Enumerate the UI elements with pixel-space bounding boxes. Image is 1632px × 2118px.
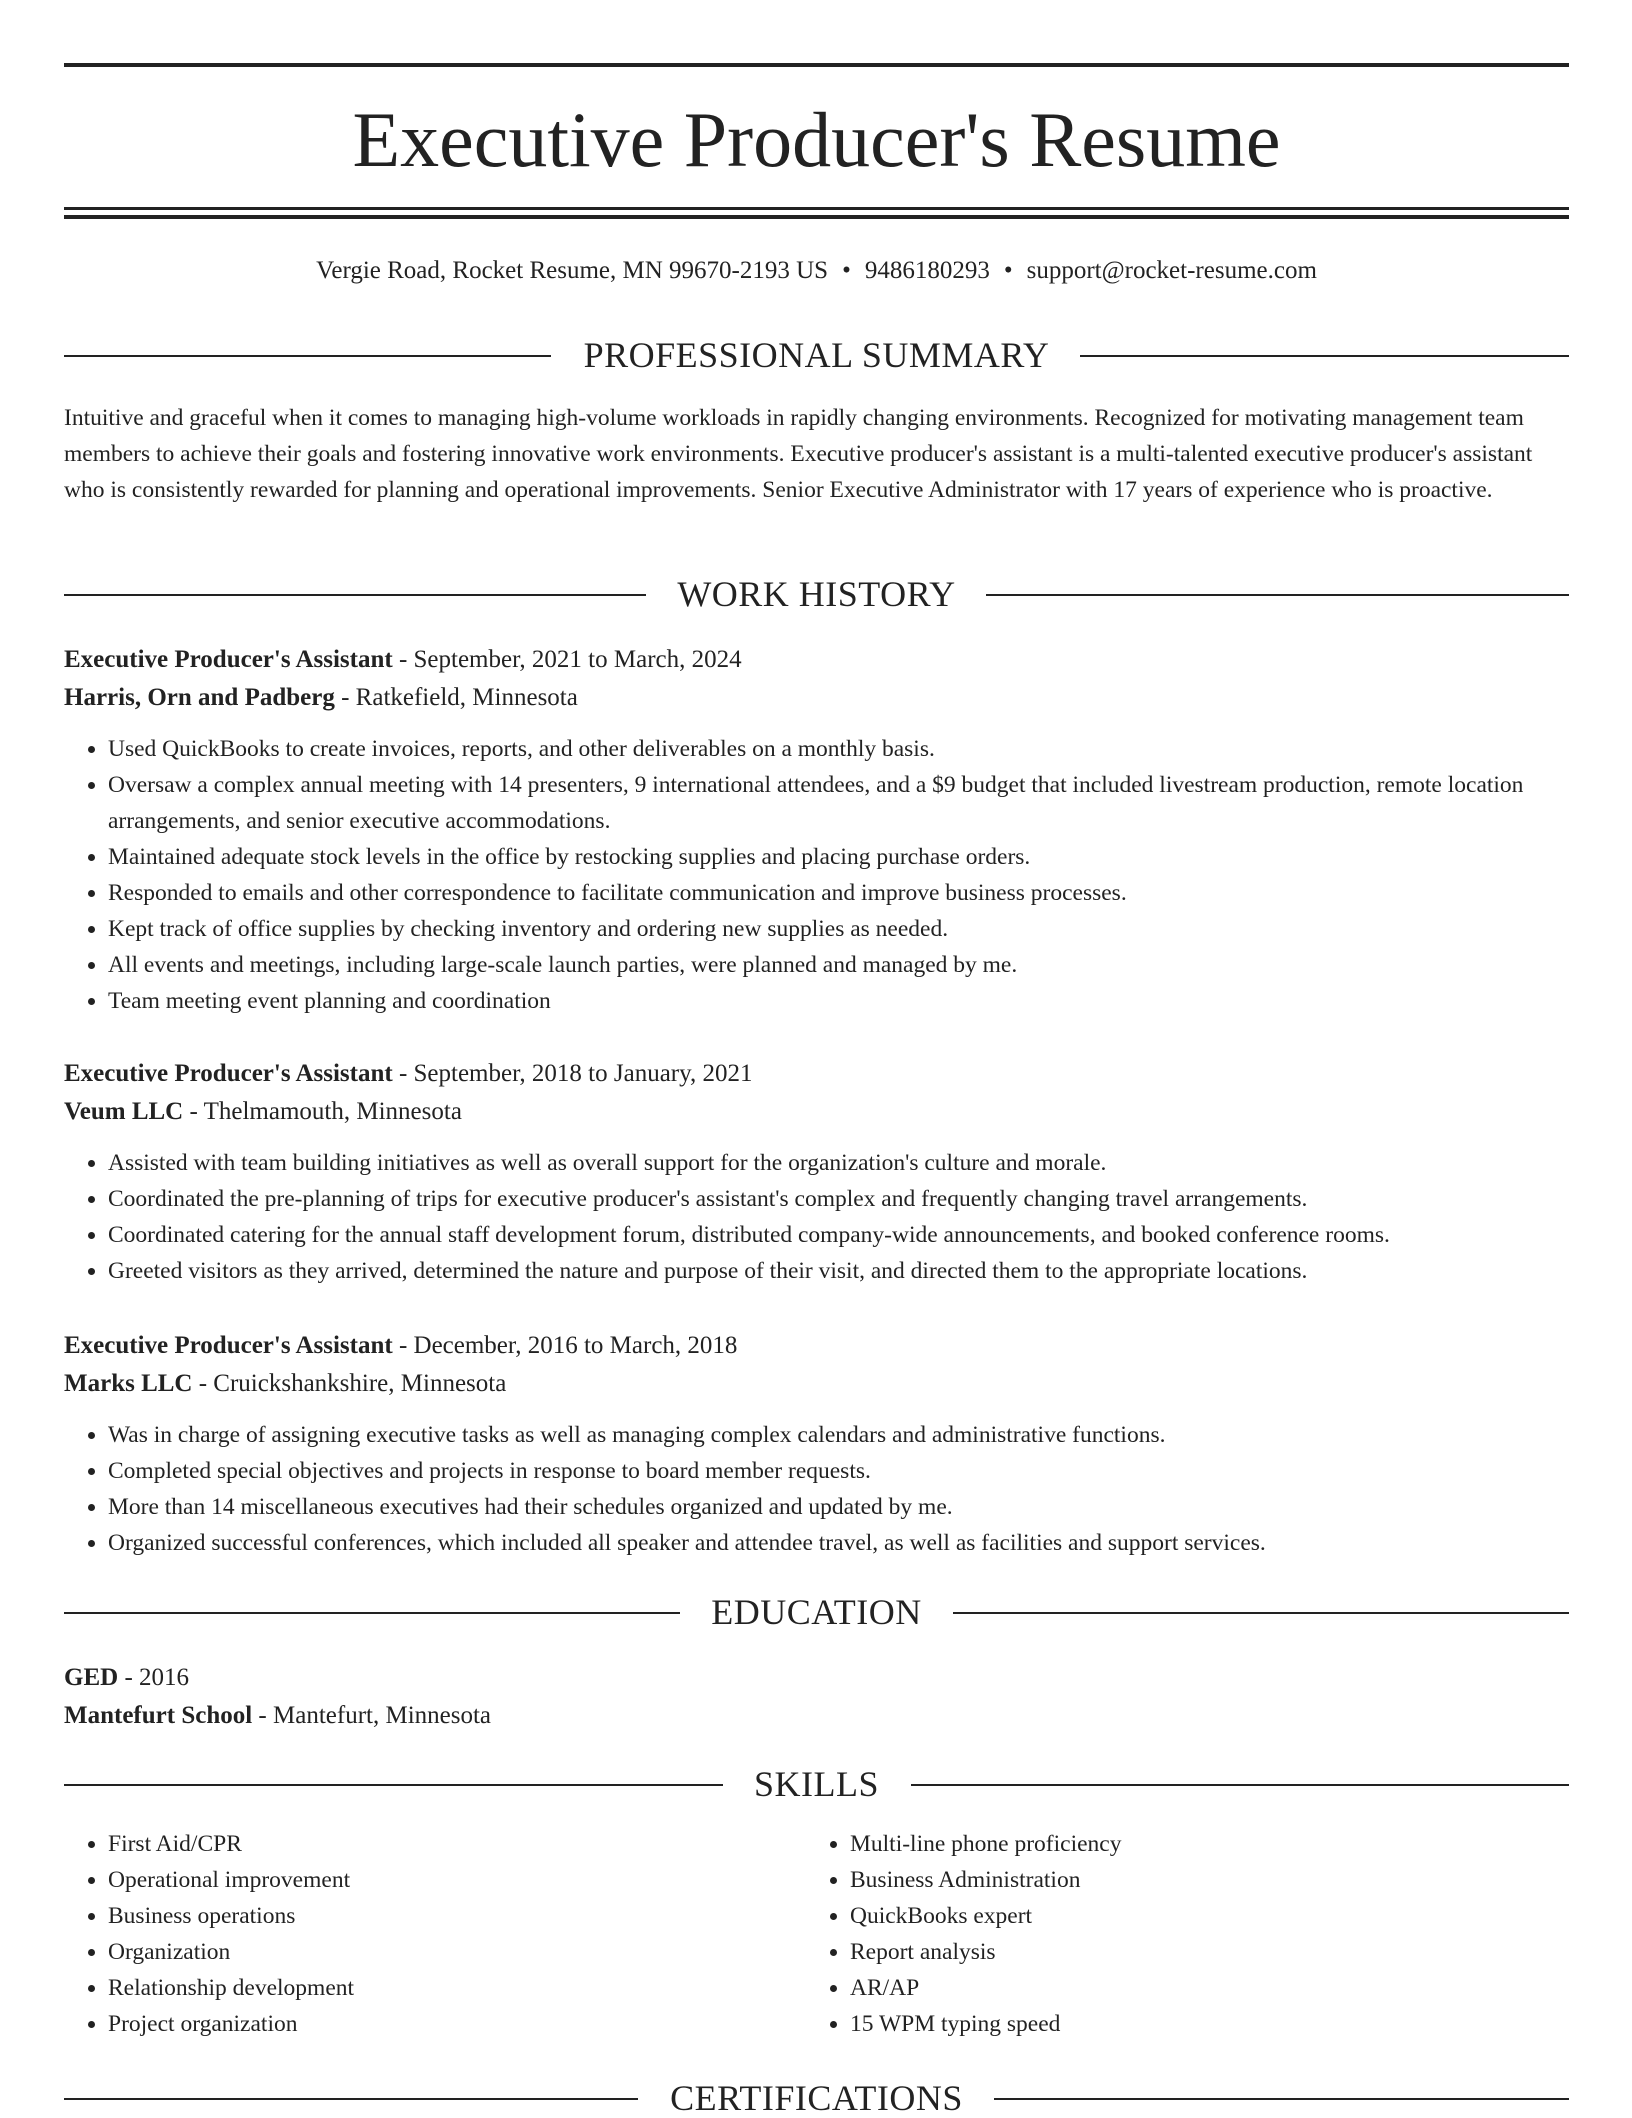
job-title-line xyxy=(64,1327,1569,1365)
job-entry xyxy=(64,641,1569,1019)
job-title-line xyxy=(64,1055,1569,1093)
list-item: • Team meeting event planning and coordination xyxy=(108,983,1569,1019)
education-degree: GED xyxy=(64,1664,119,1691)
contact-address: Vergie Road, Rocket Resume, MN 99670-2193 US xyxy=(316,257,829,284)
education-school: Mantefurt School xyxy=(64,1702,253,1729)
section-header-summary xyxy=(64,335,1569,375)
skill-item: • Business Administration xyxy=(850,1862,1506,1898)
skills-list-left xyxy=(64,1826,764,2042)
top-rule xyxy=(64,63,1569,67)
skill-item: • Operational improvement xyxy=(108,1862,764,1898)
professional-summary: Intuitive and graceful when it comes to managing high-volume workloads in rapidly changing environments. Recognized for motivating management team members to achieve their goals and fostering innovative work environments. Executive producer's assistant is a multi-talented executive producer's assistant who is consistently rewarded for planning and operational improvements. Senior Executive Administrator with 17 years of experience who is proactive. xyxy=(64,405,1533,503)
section-rule-right xyxy=(994,2098,1569,2100)
job-entry xyxy=(64,1055,1569,1289)
list-item: • All events and meetings, including large-scale launch parties, were planned and managed by me. xyxy=(108,947,1569,983)
education-location: - Mantefurt, Minnesota xyxy=(252,1702,492,1729)
skills-list-right xyxy=(806,1826,1506,2042)
resume-title: Executive Producer's Resume xyxy=(352,96,1281,183)
job-company-line xyxy=(64,1365,1569,1403)
list-item: • Greeted visitors as they arrived, determined the nature and purpose of their visit, and directed them to the appropriate locations. xyxy=(108,1253,1569,1289)
list-item: • Organized successful conferences, which included all speaker and attendee travel, as well as facilities and support services. xyxy=(108,1525,1569,1561)
job-dates: - September, 2021 to March, 2024 xyxy=(392,646,742,673)
job-title-line xyxy=(64,641,1569,679)
contact-separator: • xyxy=(842,257,851,284)
job-bullets xyxy=(64,1417,1569,1561)
section-rule-right xyxy=(1080,355,1569,357)
skills-column-right xyxy=(806,1826,1506,2042)
list-item: • Oversaw a complex annual meeting with 14 presenters, 9 international attendees, and a $9 budget that included livestream production, remote location arrangements, and senior executive accommodations. xyxy=(108,767,1569,839)
education-year: - 2016 xyxy=(118,1664,190,1691)
list-item: • Assisted with team building initiatives as well as overall support for the organization's culture and morale. xyxy=(108,1145,1569,1181)
job-bullets xyxy=(64,731,1569,1019)
section-header-work xyxy=(64,574,1569,614)
section-rule-right xyxy=(911,1784,1569,1786)
skill-item: • Project organization xyxy=(108,2006,764,2042)
section-title-summary: PROFESSIONAL SUMMARY xyxy=(583,335,1050,375)
section-header-skills xyxy=(64,1764,1569,1804)
job-company: Veum LLC xyxy=(64,1098,184,1125)
section-rule-right xyxy=(953,1612,1569,1614)
skill-item: • Report analysis xyxy=(850,1934,1506,1970)
title-rule-lower xyxy=(64,215,1569,219)
list-item: • Coordinated the pre-planning of trips for executive producer's assistant's complex and frequently changing travel arrangements. xyxy=(108,1181,1569,1217)
skills-column-left xyxy=(64,1826,764,2042)
list-item: • Kept track of office supplies by checking inventory and ordering new supplies as needed. xyxy=(108,911,1569,947)
job-dates: - September, 2018 to January, 2021 xyxy=(392,1060,753,1087)
section-rule-right xyxy=(986,594,1569,596)
skill-item: • Organization xyxy=(108,1934,764,1970)
section-title-certifications: CERTIFICATIONS xyxy=(670,2078,963,2118)
section-title-work: WORK HISTORY xyxy=(677,574,956,614)
job-company-line xyxy=(64,679,1569,717)
job-role: Executive Producer's Assistant xyxy=(64,1060,393,1087)
contact-phone: 9486180293 xyxy=(864,257,990,284)
list-item: • Maintained adequate stock levels in the office by restocking supplies and placing purchase orders. xyxy=(108,839,1569,875)
contact-separator: • xyxy=(1003,257,1013,284)
list-item: • Was in charge of assigning executive tasks as well as managing complex calendars and administrative functions. xyxy=(108,1417,1569,1453)
job-location: - Thelmamouth, Minnesota xyxy=(183,1098,462,1125)
skill-item: • Business operations xyxy=(108,1898,764,1934)
section-title-education: EDUCATION xyxy=(711,1592,922,1632)
title-rule-upper xyxy=(64,207,1569,210)
job-role: Executive Producer's Assistant xyxy=(64,646,393,673)
section-title-skills: SKILLS xyxy=(753,1764,879,1804)
education-entry xyxy=(64,1659,1569,1735)
job-location: - Ratkefield, Minnesota xyxy=(334,684,578,711)
contact-email: support@rocket-resume.com xyxy=(1026,257,1317,284)
skill-item: • First Aid/CPR xyxy=(108,1826,764,1862)
job-company: Marks LLC xyxy=(64,1370,193,1397)
list-item: • Completed special objectives and projects in response to board member requests. xyxy=(108,1453,1569,1489)
skill-item: • Multi-line phone proficiency xyxy=(850,1826,1506,1862)
list-item: • Responded to emails and other correspondence to facilitate communication and improve business processes. xyxy=(108,875,1569,911)
contact-line xyxy=(64,254,1569,288)
list-item: • Coordinated catering for the annual staff development forum, distributed company-wide announcements, and booked conference rooms. xyxy=(108,1217,1569,1253)
job-location: - Cruickshankshire, Minnesota xyxy=(192,1370,507,1397)
list-item: • Used QuickBooks to create invoices, reports, and other deliverables on a monthly basis. xyxy=(108,731,1569,767)
list-item: • More than 14 miscellaneous executives had their schedules organized and updated by me. xyxy=(108,1489,1569,1525)
job-entry xyxy=(64,1327,1569,1561)
education-school-line xyxy=(64,1697,1569,1735)
job-company: Harris, Orn and Padberg xyxy=(64,684,335,711)
skill-item: • Relationship development xyxy=(108,1970,764,2006)
job-dates: - December, 2016 to March, 2018 xyxy=(392,1332,738,1359)
education-degree-line xyxy=(64,1659,1569,1697)
skill-item: • 15 WPM typing speed xyxy=(850,2006,1506,2042)
job-company-line xyxy=(64,1093,1569,1131)
section-header-education xyxy=(64,1592,1569,1632)
skill-item: • QuickBooks expert xyxy=(850,1898,1506,1934)
job-role: Executive Producer's Assistant xyxy=(64,1332,393,1359)
skill-item: • AR/AP xyxy=(850,1970,1506,2006)
job-bullets xyxy=(64,1145,1569,1289)
section-header-certifications xyxy=(64,2078,1569,2118)
